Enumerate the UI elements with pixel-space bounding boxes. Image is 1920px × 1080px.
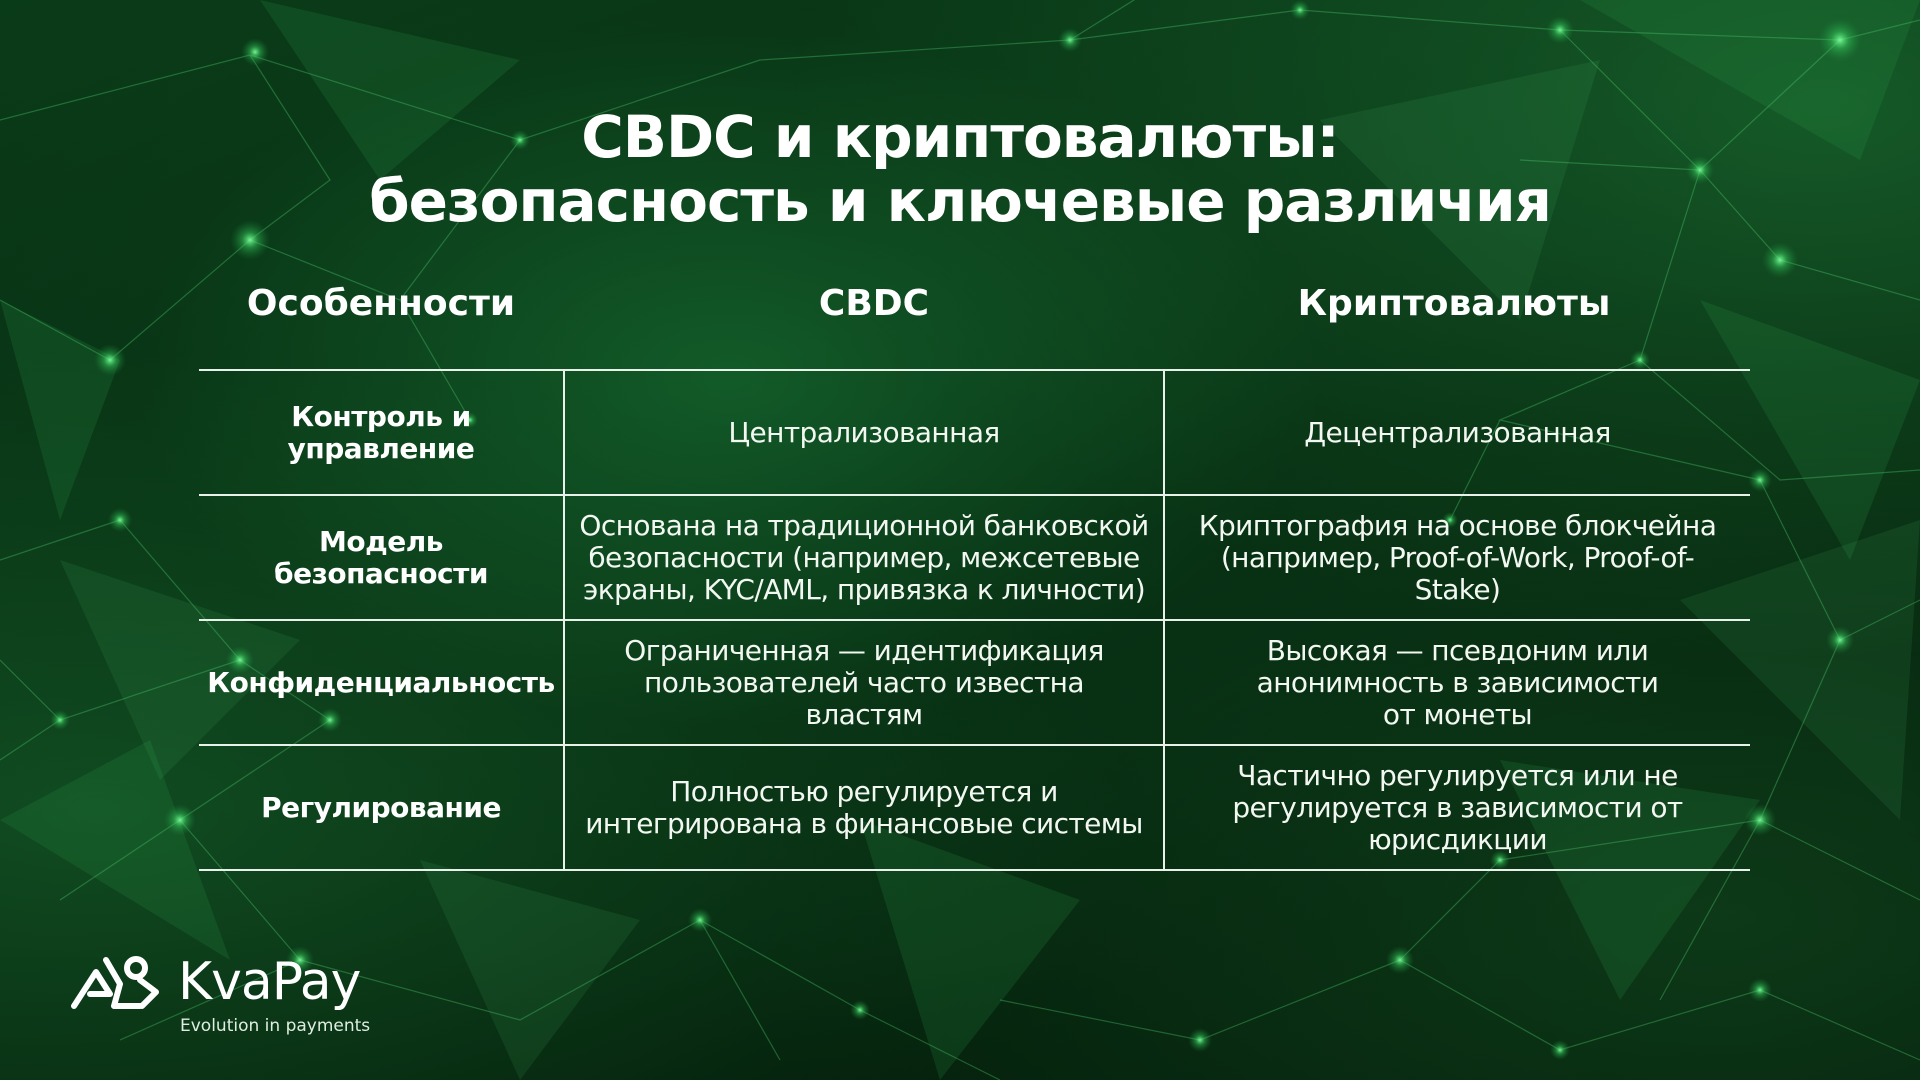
crypto-cell xyxy=(1165,495,1750,620)
brand-tagline: Evolution in payments xyxy=(180,1016,371,1036)
cbdc-value: Централизованная xyxy=(728,415,1000,449)
crypto-cell xyxy=(1165,745,1750,870)
crypto-value: Частично регулируется или не регулируется в зависимости от юрисдикции xyxy=(1232,758,1683,856)
cbdc-value: Полностью регулируется и интегрирована в финансовые системы xyxy=(585,774,1143,840)
table-row xyxy=(199,495,1750,620)
feature-label: Конфиденциальность xyxy=(207,665,555,699)
slide-title xyxy=(0,105,1920,233)
crypto-cell xyxy=(1165,370,1750,495)
column-header-cbdc: CBDC xyxy=(818,283,930,324)
crypto-value: Высокая — псевдоним или анонимность в зависимости от монеты xyxy=(1256,633,1659,731)
crypto-value: Децентрализованная xyxy=(1304,415,1611,449)
cbdc-cell xyxy=(565,370,1163,495)
feature-label: Модель безопасности xyxy=(274,524,488,590)
brand-logo xyxy=(70,950,410,1040)
table-row xyxy=(199,745,1750,870)
table-row xyxy=(199,620,1750,745)
feature-label: Контроль и управление xyxy=(287,399,475,465)
cbdc-value: Ограниченная — идентификация пользователей часто известна властям xyxy=(624,633,1104,731)
comparison-table xyxy=(199,369,1750,871)
crypto-cell xyxy=(1165,620,1750,745)
column-header-crypto: Криптовалюты xyxy=(1297,283,1611,324)
cbdc-cell xyxy=(565,745,1163,870)
table-row xyxy=(199,370,1750,495)
cbdc-cell xyxy=(565,495,1163,620)
feature-label: Регулирование xyxy=(261,790,501,824)
brand-name: KvaPay xyxy=(178,952,361,1012)
feature-cell xyxy=(199,620,563,745)
feature-cell xyxy=(199,745,563,870)
cbdc-cell xyxy=(565,620,1163,745)
feature-cell xyxy=(199,370,563,495)
feature-cell xyxy=(199,495,563,620)
kvapay-logo-icon xyxy=(70,950,162,1012)
title-line-1: CBDC и криптовалюты: xyxy=(581,103,1339,171)
crypto-value: Криптография на основе блокчейна (например, Proof-of-Work, Proof-of-Stake) xyxy=(1198,508,1717,606)
column-header-features: Особенности xyxy=(246,283,516,324)
cbdc-value: Основана на традиционной банковской безопасности (например, межсетевые экраны, KYC/AML, привязка к личности) xyxy=(579,508,1149,606)
title-line-2: безопасность и ключевые различия xyxy=(369,167,1551,235)
